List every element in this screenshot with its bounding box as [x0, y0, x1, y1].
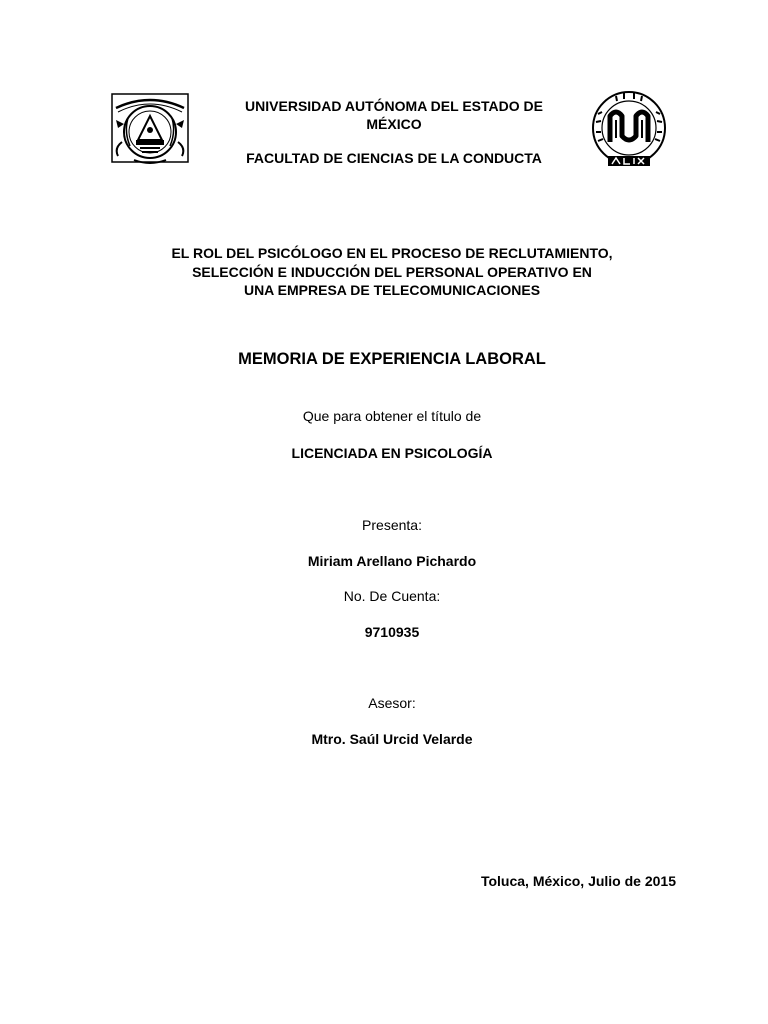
university-name-line2: MÉXICO [366, 116, 422, 132]
account-label: No. De Cuenta: [343, 588, 441, 604]
institution-header [200, 97, 588, 167]
thesis-title-line1: EL ROL DEL PSICÓLOGO EN EL PROCESO DE RECLUTAMIENTO, [171, 245, 613, 261]
thesis-title [100, 244, 684, 300]
faculty-name: FACULTAD DE CIENCIAS DE LA CONDUCTA [246, 150, 542, 166]
thesis-title-line2: SELECCIÓN E INDUCCIÓN DEL PERSONAL OPERATIVO EN [192, 263, 592, 280]
university-name-line1: UNIVERSIDAD AUTÓNOMA DEL ESTADO DE [245, 98, 543, 114]
faculty-seal-icon [586, 90, 672, 170]
document-type: MEMORIA DE EXPERIENCIA LABORAL [238, 350, 546, 368]
place-and-date: Toluca, México, Julio de 2015 [480, 873, 676, 889]
uaem-university-seal-icon [104, 88, 196, 168]
degree-name: LICENCIADA EN PSICOLOGÍA [291, 445, 493, 461]
author-label: Presenta: [362, 517, 422, 533]
account-number: 9710935 [364, 624, 420, 640]
author-name: Miriam Arellano Pichardo [307, 553, 477, 569]
degree-purpose: Que para obtener el título de [302, 408, 482, 424]
advisor-name: Mtro. Saúl Urcid Velarde [311, 731, 473, 747]
advisor-label: Asesor: [368, 695, 416, 711]
thesis-title-line3: UNA EMPRESA DE TELECOMUNICACIONES [243, 282, 541, 298]
